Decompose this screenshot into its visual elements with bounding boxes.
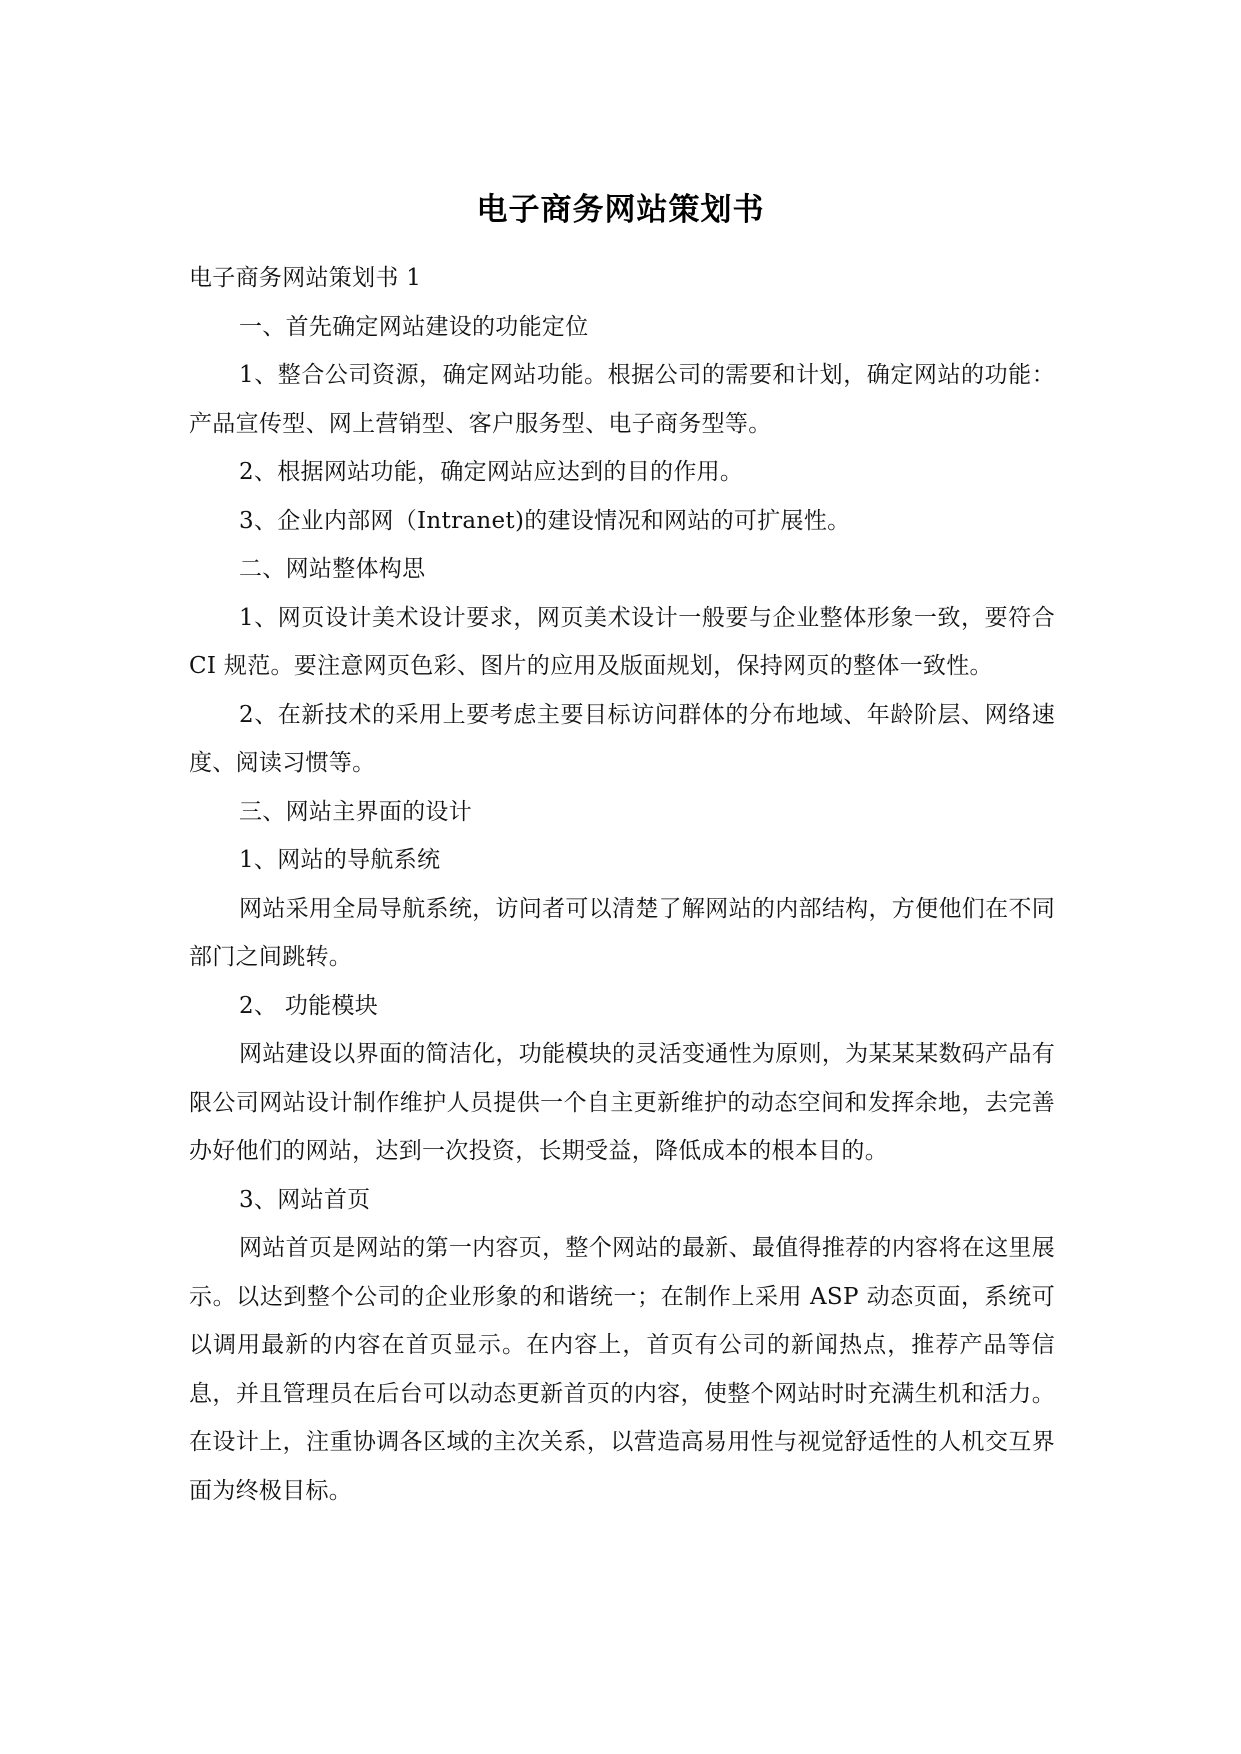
paragraph-1-2: 2、根据网站功能，确定网站应达到的目的作用。 bbox=[239, 459, 744, 485]
paragraph-3-3-heading: 3、网站首页 bbox=[239, 1186, 371, 1213]
paragraph-section-1-heading: 一、首先确定网站建设的功能定位 bbox=[239, 313, 589, 340]
paragraph-2-1: 1、网页设计美术设计要求，网页美术设计一般要与企业整体形象一致，要符合 CI 规范。要注意网页色彩、图片的应用及版面规划，保持网页的整体一致性。 bbox=[189, 604, 1055, 679]
paragraph-3-2-body: 网站建设以界面的简洁化，功能模块的灵活变通性为原则，为某某某数码产品有限公司网站设计制作维护人员提供一个自主更新维护的动态空间和发挥余地，去完善办好他们的网站，达到一次投资，长期受益，降低成本的根本目的。 bbox=[189, 1041, 1055, 1164]
document-title: 电子商务网站策划书 bbox=[476, 192, 765, 228]
paragraph-section-2-heading: 二、网站整体构思 bbox=[239, 556, 426, 582]
paragraph-doc-heading: 电子商务网站策划书 1 bbox=[189, 265, 422, 291]
paragraph-3-2-heading: 2、 功能模块 bbox=[239, 992, 379, 1019]
paragraph-3-1-body: 网站采用全局导航系统，访问者可以清楚了解网站的内部结构，方便他们在不同部门之间跳转。 bbox=[189, 895, 1055, 970]
paragraph-3-1-heading: 1、网站的导航系统 bbox=[239, 847, 441, 873]
paragraph-2-2: 2、在新技术的采用上要考虑主要目标访问群体的分布地域、年龄阶层、网络速度、阅读习惯等。 bbox=[189, 701, 1055, 776]
paragraph-1-1: 1、整合公司资源，确定网站功能。根据公司的需要和计划，确定网站的功能：产品宣传型、网上营销型、客户服务型、电子商务型等。 bbox=[189, 362, 1055, 437]
paragraph-1-3: 3、企业内部网（Intranet)的建设情况和网站的可扩展性。 bbox=[239, 507, 851, 534]
paragraph-3-3-body: 网站首页是网站的第一内容页，整个网站的最新、最值得推荐的内容将在这里展示。以达到整个公司的企业形象的和谐统一；在制作上采用 ASP 动态页面，系统可以调用最新的内容在首页显示。在内容上，首页有公司的新闻热点，推荐产品等信息，并且管理员在后台可以动态更新首页的内容，使整个网站时时充满生机和活力。在设计上，注重协调各区域的主次关系，以营造高易用性与视觉舒适性的人机交互界面为终极目标。 bbox=[189, 1235, 1055, 1504]
document-body bbox=[189, 254, 1055, 1515]
paragraph-section-3-heading: 三、网站主界面的设计 bbox=[239, 798, 472, 825]
